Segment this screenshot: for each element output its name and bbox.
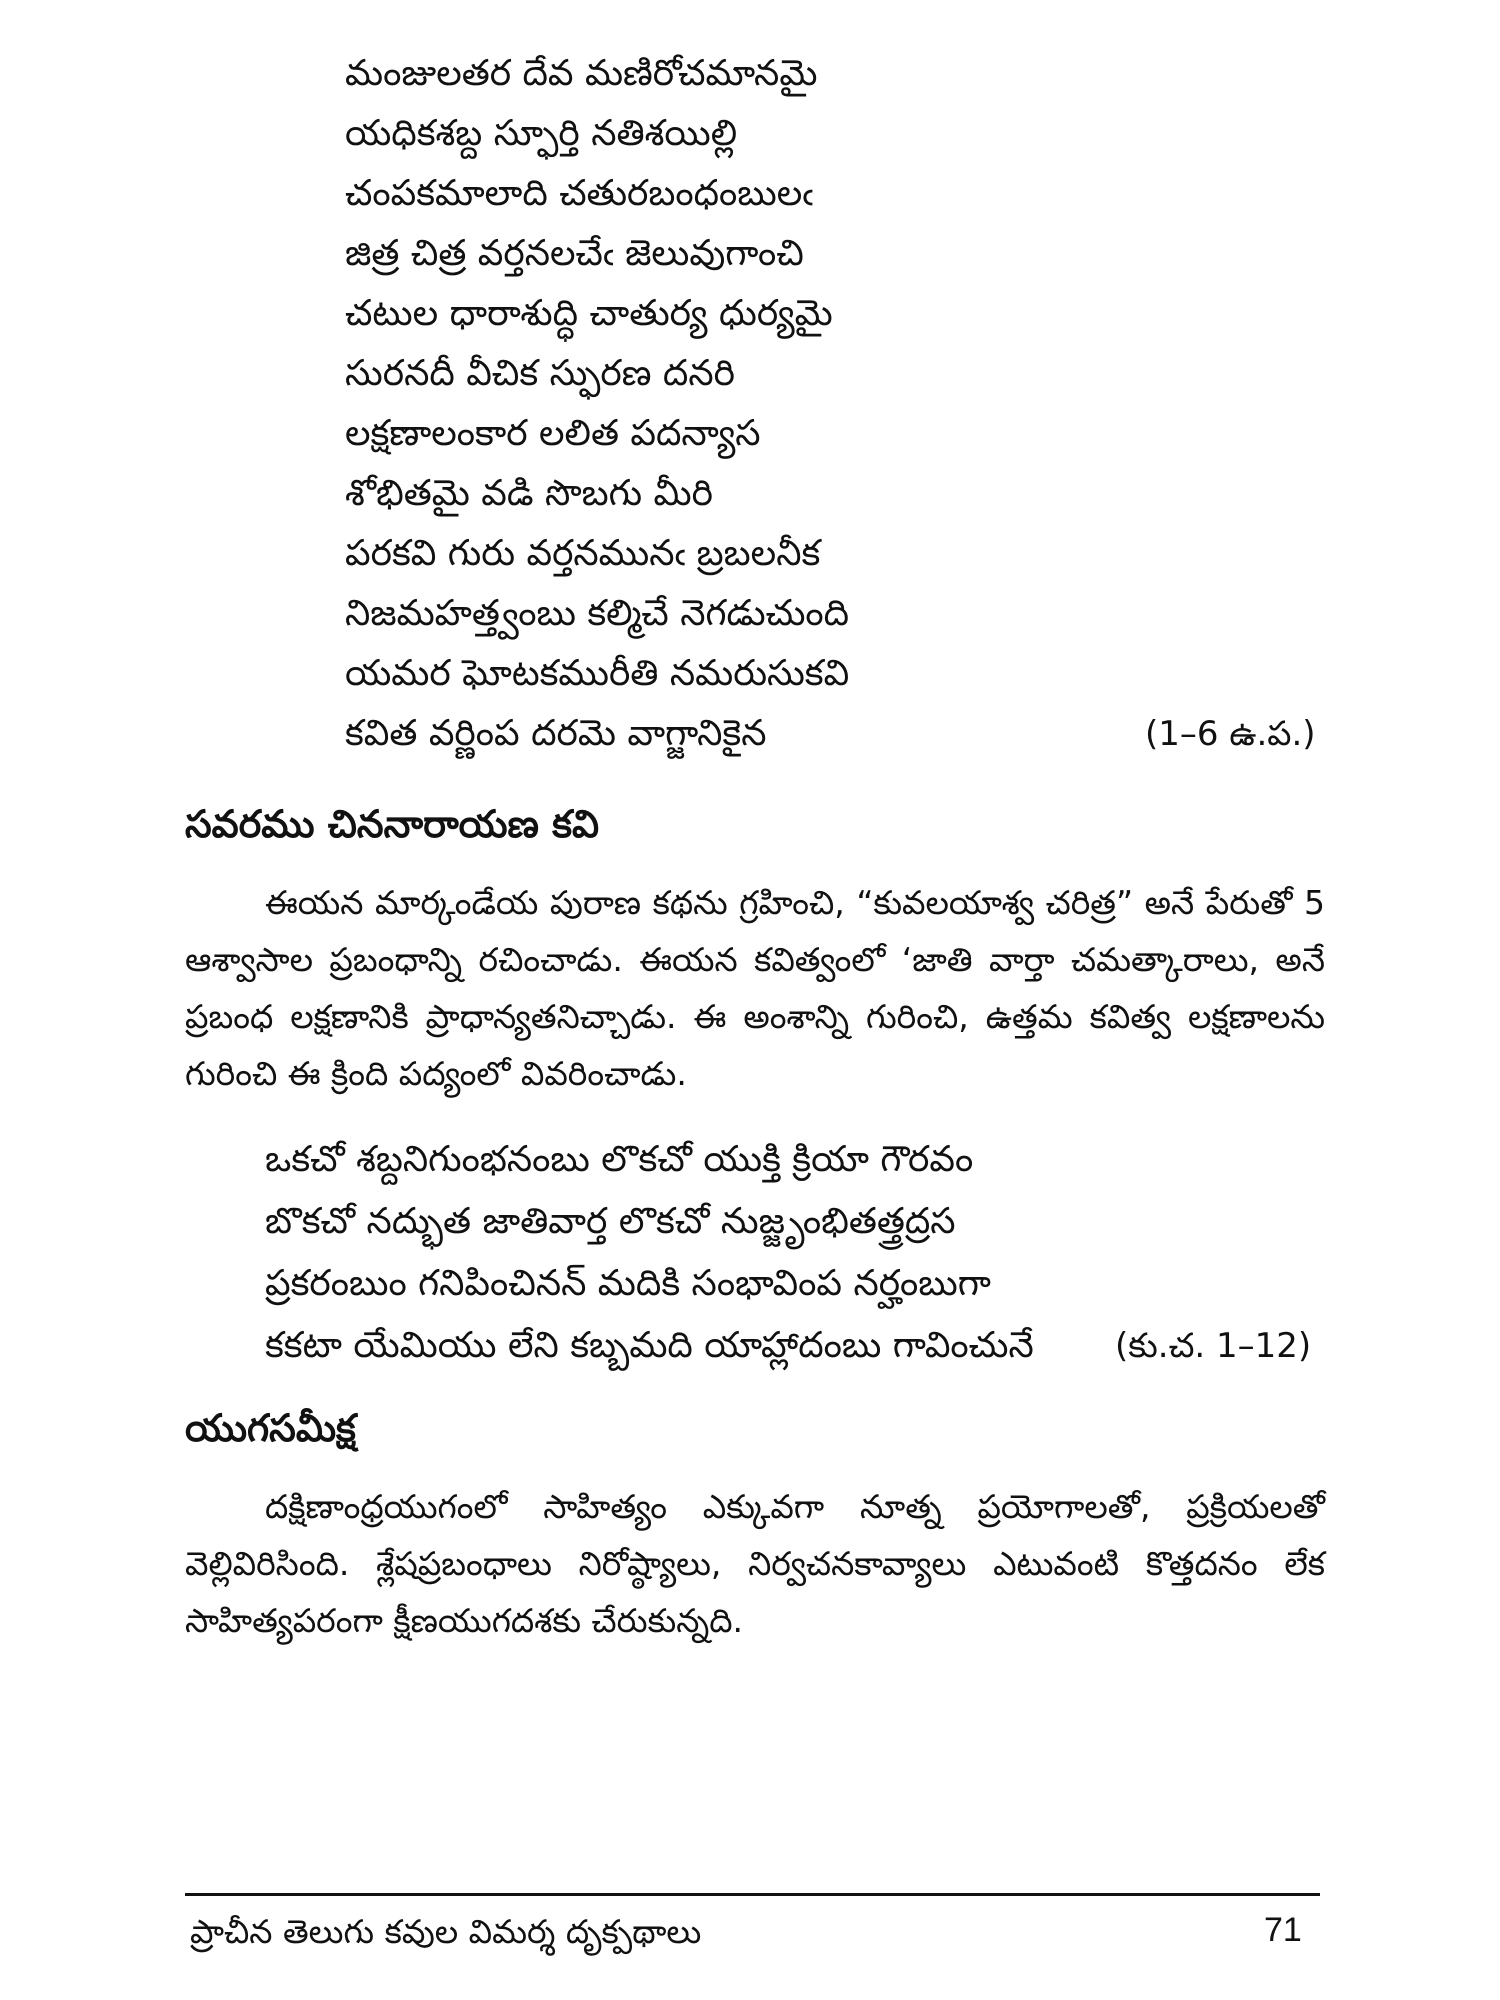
page-number: 71 (1264, 1911, 1302, 1949)
verse-reference: (కు.చ. 1–12) (1115, 1326, 1312, 1366)
verse-reference: (1–6 ఉ.ప.) (1145, 714, 1316, 754)
verse-line: బొకచో నద్భుత జాతివార్త లొకచో నుజ్జృంభితత్త్రద్రస (265, 1201, 956, 1242)
verse-line: పరకవి గురు వర్తనమునఁ బ్రబలనీక (345, 533, 821, 574)
verse-line: జిత్ర చిత్ర వర్తనలచేఁ జెలువుగాంచి (345, 233, 804, 274)
paragraph-text: ఈయన మార్కండేయ పురాణ కథను గ్రహించి, “కువలయాశ్వ చరిత్ర” అనే పేరుతో 5 ఆశ్వాసాల ప్రబంధాన్ని రచించాడు. ఈయన కవిత్వంలో ‘జాతి వార్తా చమత్కారాలు, అనే ప్రబంధ లక్షణానికి ప్రాధాన్యతనిచ్చాడు. ఈ అంశాన్ని గురించి, ఉత్తమ కవిత్వ లక్షణాలను గురించి ఈ క్రింది పద్యంలో వివరించాడు. (185, 883, 1325, 1093)
body-paragraph (185, 1478, 1325, 1649)
paragraph-text: దక్షిణాంధ్రయుగంలో సాహిత్యం ఎక్కువగా నూత్న ప్రయోగాలతో, ప్రక్రియలతో వెల్లివిరిసింది. శ్లేషప్రబంధాలు నిరోష్ఠ్యాలు, నిర్వచనకావ్యాలు ఎటువంటి కొత్తదనం లేక సాహిత్యపరంగా క్షీణయుగదశకు చేరుకున్నది. (185, 1487, 1325, 1640)
verse-line: ఒకచో శబ్దనిగుంభనంబు లొకచో యుక్తి క్రియా గౌరవం (265, 1139, 974, 1180)
verse-line: లక్షణాలంకార లలిత పదన్యాస (345, 413, 761, 454)
verse-line: శోభితమై వడి సొబగు మీరి (345, 473, 713, 514)
section-heading: సవరము చిననారాయణ కవి (185, 802, 600, 846)
verse-line: చటుల ధారాశుద్ధి చాతుర్య ధుర్యమై (345, 293, 833, 334)
footer-divider (185, 1893, 1320, 1896)
verse-line: యధికశబ్ద స్ఫూర్తి నతిశయిల్లి (345, 113, 738, 154)
verse-line: కకటా యేమియు లేని కబ్బమది యాహ్లాదంబు గావించునే (265, 1325, 1034, 1366)
running-footer-title: ప్రాచీన తెలుగు కవుల విమర్శ దృక్పథాలు (190, 1912, 702, 1951)
verse-line: నిజమహత్త్వంబు కల్మిచే నెగడుచుంది (345, 593, 850, 634)
verse-line: సురనదీ వీచిక స్ఫురణ దనరి (345, 353, 735, 394)
section-heading: యుగసమీక్ష (185, 1406, 356, 1450)
verse-line: మంజులతర దేవ మణిరోచమానమై (345, 53, 818, 94)
body-paragraph (185, 874, 1325, 1102)
verse-line: కవిత వర్ణింప దరమె వాగ్జానికైన (345, 713, 767, 754)
verse-line: యమర ఘోటకమురీతి నమరుసుకవి (345, 653, 850, 694)
verse-line: చంపకమాలాది చతురబంధంబులఁ (345, 173, 813, 214)
verse-line: ప్రకరంబుం గనిపించినన్ మదికి సంభావింప నర్హంబుగా (265, 1263, 991, 1304)
